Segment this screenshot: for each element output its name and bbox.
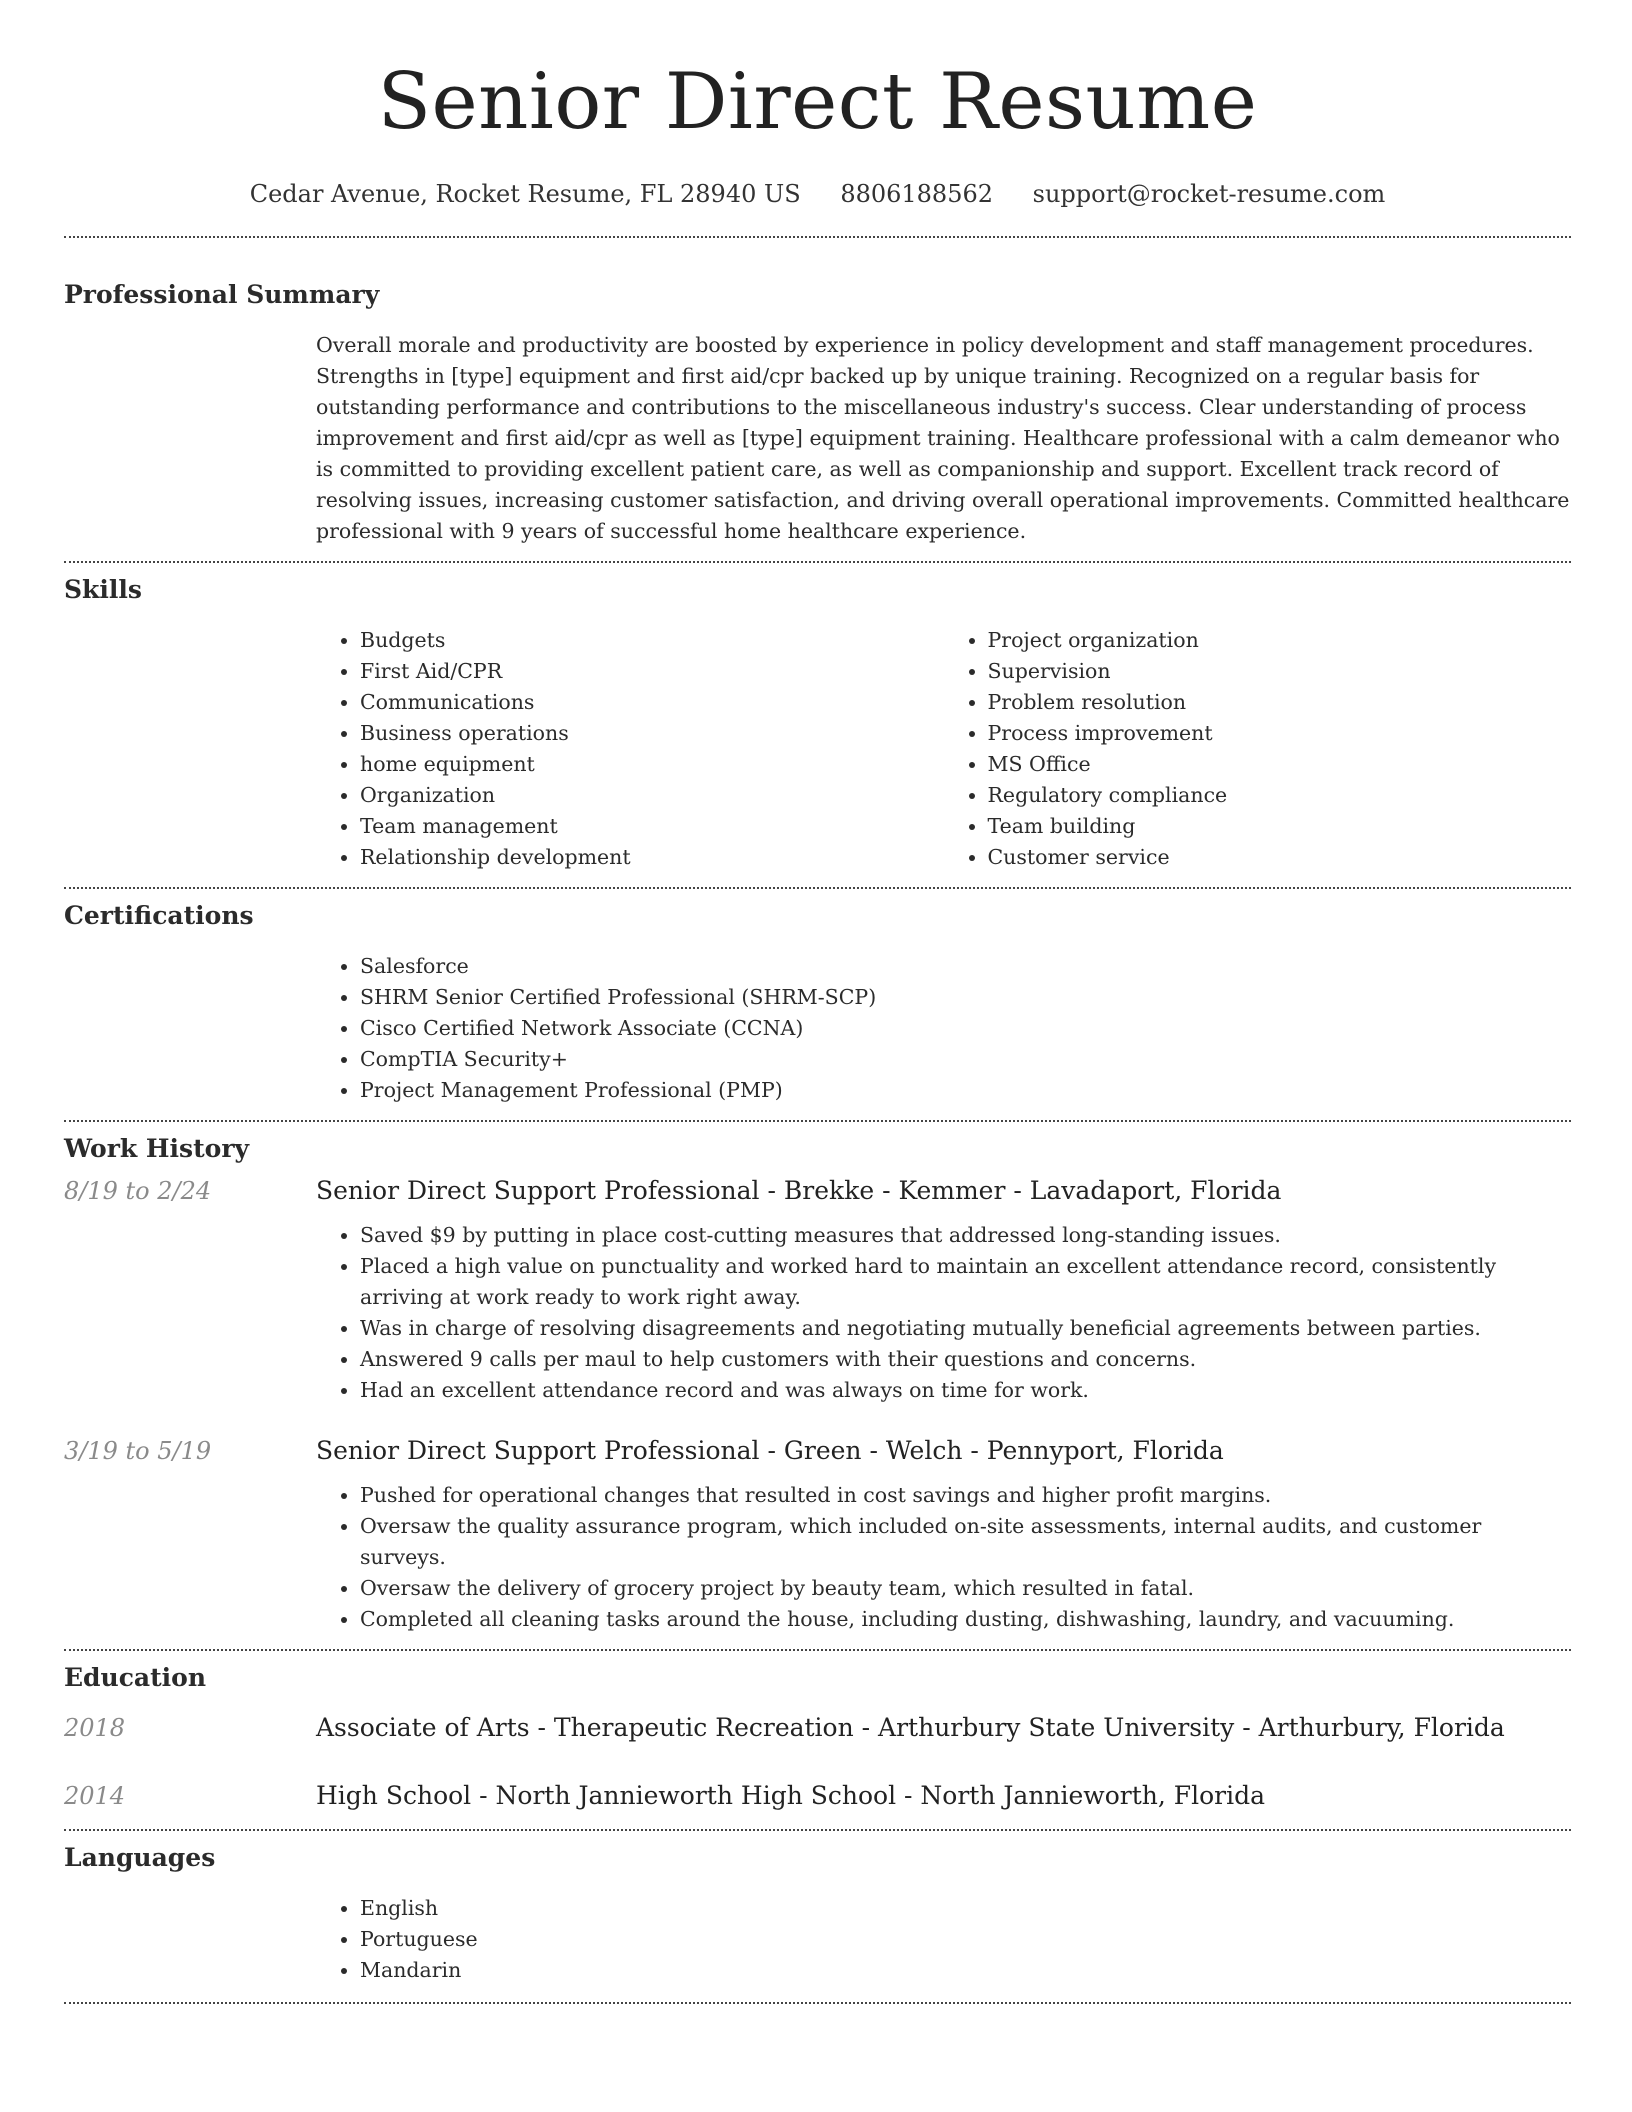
- contact-email: support@rocket-resume.com: [1032, 180, 1386, 208]
- resume-name: Senior Direct Resume: [377, 57, 1258, 147]
- certification-item: • Project Management Professional (PMP): [360, 1075, 1571, 1106]
- job-entry: [64, 1174, 1571, 1406]
- skill-item: • Budgets: [360, 625, 944, 656]
- job-bullet: • Placed a high value on punctuality and worked hard to maintain an excellent attendance record, consistently arriving at work ready to work right away.: [360, 1251, 1571, 1313]
- education-entry: [64, 1779, 1571, 1813]
- skill-item: • Process improvement: [988, 718, 1572, 749]
- skill-item: • Regulatory compliance: [988, 780, 1572, 811]
- contact-line: [64, 178, 1571, 210]
- skill-item: • Team management: [360, 811, 944, 842]
- contact-address: Cedar Avenue, Rocket Resume, FL 28940 US: [249, 180, 801, 208]
- skills-list-right: [944, 625, 1572, 873]
- summary-section: [64, 238, 1571, 547]
- certification-item: • SHRM Senior Certified Professional (SHRM-SCP): [360, 982, 1571, 1013]
- education-entry: [64, 1711, 1571, 1745]
- language-item: • English: [360, 1893, 1571, 1924]
- job-role: Senior Direct Support Professional: [316, 1436, 760, 1465]
- skill-item: • home equipment: [360, 749, 944, 780]
- education-text: High School - North Jannieworth High School - North Jannieworth, Florida: [316, 1781, 1265, 1810]
- languages-list: [316, 1893, 1571, 1986]
- job-bullet: • Was in charge of resolving disagreements and negotiating mutually beneficial agreements between parties.: [360, 1313, 1571, 1344]
- skill-item: • Team building: [988, 811, 1572, 842]
- job-bullets: [316, 1480, 1571, 1635]
- languages-section: [64, 1831, 1571, 1986]
- job-company: Brekke - Kemmer: [783, 1176, 1006, 1205]
- work-section: [64, 1122, 1571, 1635]
- education-text: Associate of Arts - Therapeutic Recreation - Arthurbury State University - Arthurbury, Florida: [316, 1713, 1505, 1742]
- job-bullet: • Oversaw the delivery of grocery project by beauty team, which resulted in fatal.: [360, 1573, 1571, 1604]
- divider: [64, 2002, 1571, 2004]
- job-dates: 8/19 to 2/24: [64, 1177, 212, 1205]
- job-title: Senior Direct Support Professional - Brekke - Kemmer - Lavadaport, Florida: [316, 1176, 1282, 1205]
- job-bullet: • Saved $9 by putting in place cost-cutting measures that addressed long-standing issues.: [360, 1220, 1571, 1251]
- job-bullets: [316, 1220, 1571, 1406]
- skill-item: • Business operations: [360, 718, 944, 749]
- certification-item: • Salesforce: [360, 951, 1571, 982]
- skill-item: • Supervision: [988, 656, 1572, 687]
- section-title-summary: Professional Summary: [64, 280, 380, 309]
- skill-item: • MS Office: [988, 749, 1572, 780]
- job-bullet: • Answered 9 calls per maul to help customers with their questions and concerns.: [360, 1344, 1571, 1375]
- job-dates: 3/19 to 5/19: [64, 1437, 212, 1465]
- certification-item: • CompTIA Security+: [360, 1044, 1571, 1075]
- resume-page: [64, 0, 1571, 2004]
- job-location: Lavadaport, Florida: [1029, 1176, 1282, 1205]
- skill-item: • Project organization: [988, 625, 1572, 656]
- job-role: Senior Direct Support Professional: [316, 1176, 760, 1205]
- language-item: • Mandarin: [360, 1955, 1571, 1986]
- certifications-list: [316, 951, 1571, 1106]
- certification-item: • Cisco Certified Network Associate (CCNA): [360, 1013, 1571, 1044]
- language-item: • Portuguese: [360, 1924, 1571, 1955]
- skill-item: • Organization: [360, 780, 944, 811]
- skills-section: [64, 563, 1571, 873]
- job-bullet: • Oversaw the quality assurance program, which included on-site assessments, internal audits, and customer surveys.: [360, 1511, 1571, 1573]
- education-year: 2014: [64, 1782, 126, 1810]
- skills-list-left: [316, 625, 944, 873]
- section-title-skills: Skills: [64, 575, 142, 604]
- section-title-languages: Languages: [64, 1843, 216, 1872]
- section-title-certifications: Certifications: [64, 901, 254, 930]
- job-location: Pennyport, Florida: [986, 1436, 1224, 1465]
- job-title: Senior Direct Support Professional - Green - Welch - Pennyport, Florida: [316, 1436, 1224, 1465]
- job-company: Green - Welch: [783, 1436, 963, 1465]
- skill-item: • First Aid/CPR: [360, 656, 944, 687]
- education-year: 2018: [64, 1714, 126, 1742]
- skill-item: • Problem resolution: [988, 687, 1572, 718]
- contact-phone: 8806188562: [840, 180, 994, 208]
- job-bullet: • Pushed for operational changes that resulted in cost savings and higher profit margins.: [360, 1480, 1571, 1511]
- summary-text: Overall morale and productivity are boosted by experience in policy development and staff management procedures. Strengths in [type] equipment and first aid/cpr backed up by unique training. Recognized on a regular basis for outstanding performance and contributions to the miscellaneous industry's success. Clear understanding of process improvement and first aid/cpr as well as [type] equipment training. Healthcare professional with a calm demeanor who is committed to providing excellent patient care, as well as companionship and support. Excellent track record of resolving issues, increasing customer satisfaction, and driving overall operational improvements. Committed healthcare professional with 9 years of successful home healthcare experience.: [316, 333, 1570, 543]
- job-bullet: • Had an excellent attendance record and was always on time for work.: [360, 1375, 1571, 1406]
- skill-item: • Customer service: [988, 842, 1572, 873]
- job-entry: [64, 1434, 1571, 1635]
- job-bullet: • Completed all cleaning tasks around the house, including dusting, dishwashing, laundry, and vacuuming.: [360, 1604, 1571, 1635]
- education-section: [64, 1651, 1571, 1813]
- section-title-work: Work History: [64, 1134, 250, 1163]
- section-title-education: Education: [64, 1663, 207, 1692]
- skill-item: • Relationship development: [360, 842, 944, 873]
- skill-item: • Communications: [360, 687, 944, 718]
- certifications-section: [64, 889, 1571, 1106]
